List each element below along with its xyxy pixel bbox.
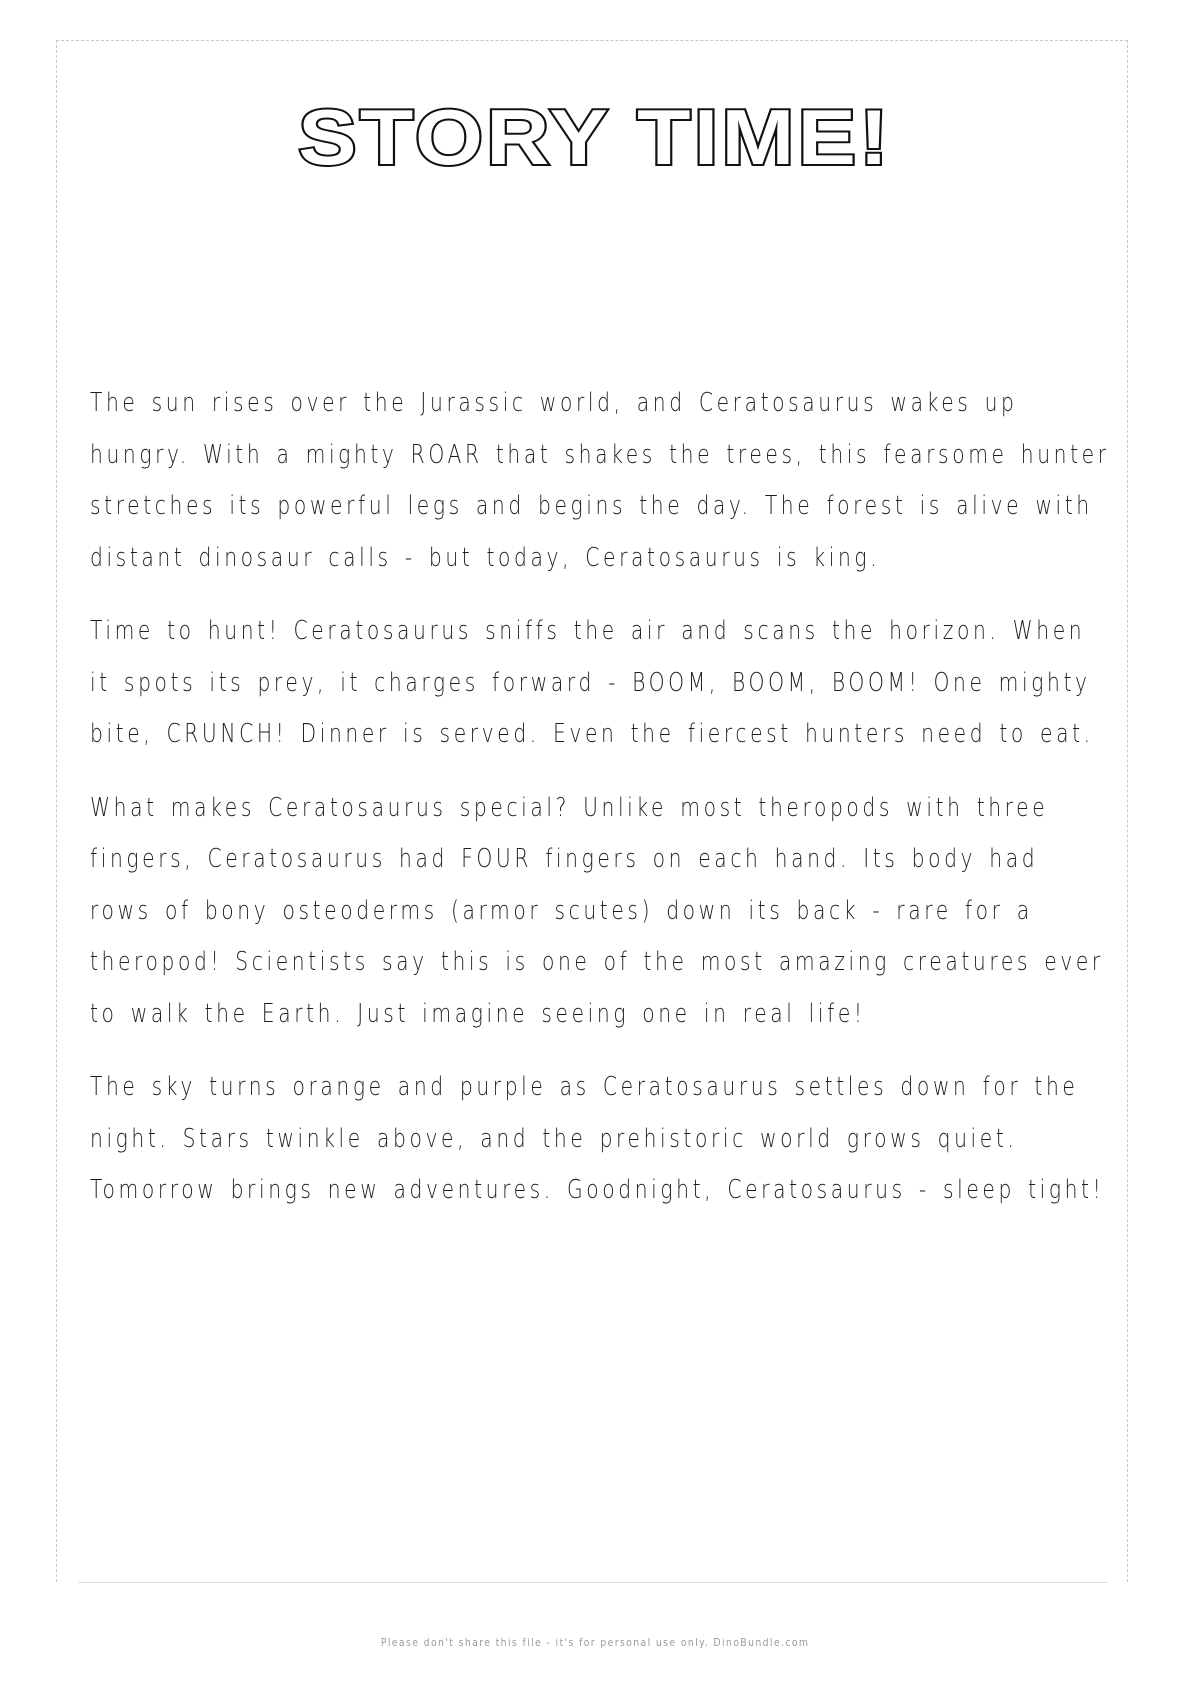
footer-divider: [78, 1582, 1108, 1583]
story-paragraph-2: Time to hunt! Ceratosaurus sniffs the air and scans the horizon. When it spots its prey, it charges forward - BOOM, BOOM, BOOM! One mighty bite, CRUNCH! Dinner is served. Even the fiercest hunters need to eat.: [90, 616, 1094, 749]
story-paragraph-4: The sky turns orange and purple as Ceratosaurus settles down for the night. Stars twinkle above, and the prehistoric world grows quiet. Tomorrow brings new adventures. Goodnight, Ceratosaurus - sleep tight!: [90, 1072, 1105, 1205]
footer: [0, 1636, 1190, 1649]
page-title: STORY TIME!: [298, 93, 892, 181]
story-paragraph-1: The sun rises over the Jurassic world, and Ceratosaurus wakes up hungry. With a mighty ROAR that shakes the trees, this fearsome hunter stretches its powerful legs and begins the day. The forest is alive with distant dinosaur calls - but today, Ceratosaurus is king.: [90, 388, 1110, 573]
footer-notice: Please don't share this file - it's for personal use only. DinoBundle.com: [380, 1636, 810, 1649]
story-body: [90, 378, 1120, 1239]
title-container: [0, 92, 1190, 182]
story-paragraph-3: What makes Ceratosaurus special? Unlike most theropods with three fingers, Ceratosaurus had FOUR fingers on each hand. Its body had rows of bony osteoderms (armor scutes) down its back - rare for a theropod! Scientists say this is one of the most amazing creatures ever to walk the Earth. Just imagine seeing one in real life!: [90, 792, 1104, 1029]
